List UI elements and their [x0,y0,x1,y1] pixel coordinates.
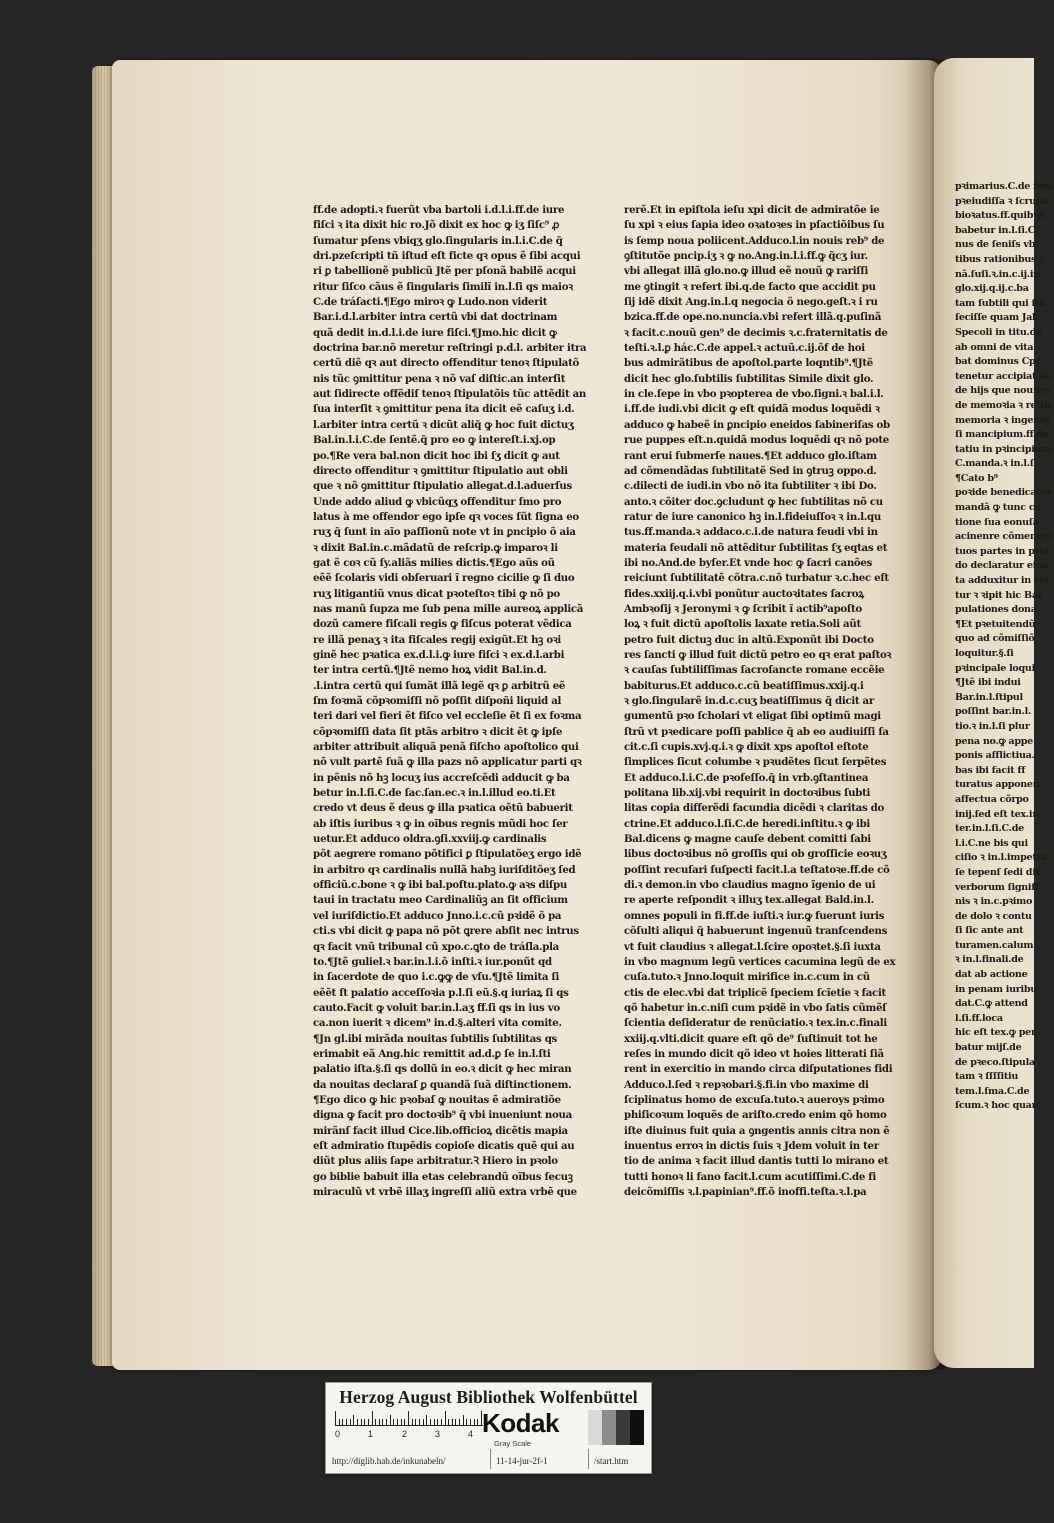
ruler-tick [477,1419,478,1425]
text-line: gat ẽ coꝛ cũ ſy.aliãs milies dictis.¶Ego aũs oũ [313,556,555,569]
text-line: fiſci ꝛ ita dixit hic ro.Jõ dixit ex hoc ꝙ iʒ ſiſc⁹ ꝓ [313,219,560,232]
text-line: nõ vult partẽ ſuã ꝙ illa pazs nõ applicatur parti qꝛ [313,756,582,769]
text-line: qõ habetur in.c.niſi cum pꝛidẽ in vbo ſatis cũmẽſ [624,1001,887,1014]
text-line: ¶Ego dico ꝙ hic pꝛobaſ ꝙ nouitas ẽ admiratiõe [313,1093,561,1106]
text-column-next-page [955,180,1054,1120]
text-line: bioꝛatus.ff.quibus [955,210,1045,222]
ruler-tick [382,1419,383,1425]
text-line: anto.ꝛ cõiter doc.ꝯcludunt ꝙ hec ſubtilitas nõ cu [624,495,883,508]
text-line: bas ibi facit ff [955,764,1026,776]
text-line: ter intra certũ.¶Jtẽ nemo hoꝝ vidit Bal.in.d. [313,664,547,677]
ruler-tick [364,1419,365,1425]
text-line: pena no.ꝙ appe [955,735,1033,747]
text-line: certũ diẽ qꝛ aut directo offenditur tenoꝛ ſtipulatõ [313,357,579,370]
text-line: ter.in.l.ſi.C.de [955,823,1024,835]
text-line: vt fuit claudius ꝛ allegat.l.ſcire opoꝛtet.§.ſi iuxta [624,940,881,953]
text-line: Specoli in titu.de [955,326,1042,338]
text-line: ſi ſic ante ant [955,925,1024,937]
text-line: ſm foꝛmã cõpꝛomiſſi nõ poſſit diſpoñi liquid al [313,695,562,707]
text-line: diũt plus aliis ſape arbitratur.Ꝛ Hiero in pꝛolo [313,1155,558,1168]
text-line: teri dari vel fieri ẽt fiſco vel eccleſie ẽt ſi ex foꝛma [313,710,582,723]
text-line: ponis afflictiua. [955,750,1035,762]
ruler-tick [386,1419,387,1425]
text-line: Bal.in.l.i.C.de ſentẽ.q̃ pro eo ꝙ intereſt.i.xj.op [313,434,556,447]
text-line: Ambꝛoſij ꝛ Jeronymi ꝛ ꝙ ſcribit ĩ actib⁹apoſto [624,602,862,615]
text-line: taui in tractatu meo Cardinaliũꝫ an ſit officium [313,894,568,907]
text-line: inuentus erroꝛ in dictis ſuis ꝛ Jdem voluit in ter [624,1139,879,1152]
text-line: tam ſubtili qui ſin [955,297,1046,309]
library-title: Herzog August Bibliothek Wolfenbüttel [339,1387,638,1407]
text-line: batur mijſ.de [955,1042,1022,1054]
text-line: pꝛincipale loqui [955,662,1035,674]
text-line: ꝛ glo.ſingularẽ in.d.c.cuʒ beatiſſimus q̃ dicit ar [624,695,874,707]
text-line: de hijs que nouiter [955,385,1051,397]
ruler-label: 2 [402,1429,408,1439]
text-line: eſt admiratio ſtupẽdis copioſe dicatis quẽ qui au [313,1139,575,1152]
text-line: ꝛ dixit Bal.in.c.mãdatũ de reſcrip.ꝙ imparoꝛ li [313,541,558,554]
text-line: ruʒ litigantiũ vnus dicat pꝛoteſtoꝛ tibi ꝙ nõ po [313,587,560,600]
ruler-label: 0 [335,1429,341,1439]
text-line: ſumatur pſens vbiqʒ glo.ſingularis in.l.i.C.de q̃ [313,234,563,247]
text-line: xxiij.q.vlti.dicit quare eſt qõ de⁹ ſuſtinuit tot he [624,1032,878,1045]
gray-patch [616,1410,630,1445]
text-line: litas copia differẽdi facundia dicẽdi ꝛ claritas do [624,802,884,815]
text-line: phiſicoꝛum loquẽs de ariſto.credo enim qõ homo [624,1109,887,1122]
text-line: l.i.C.ne bis qui [955,837,1028,849]
text-line: affectua cõrpo [955,793,1029,805]
color-target-card [325,1382,652,1474]
text-line: c.dilecti de iudi.in vbo nõ ita ſubtiliter ꝛ ibi Do. [624,480,877,493]
ruler-tick [339,1419,340,1425]
ruler-tick [452,1419,453,1425]
text-line: cit.c.ſi cupis.xvj.q.i.ꝛ ꝙ dixit xps apoſtol eſtote [624,741,869,754]
text-line: ſcum.ꝛ hoc quan [955,1100,1039,1112]
text-line: cuſa.tuto.ꝛ Jnno.loquit mirifice in.c.cum in cũ [624,971,870,984]
ruler-tick [375,1419,376,1425]
measurement-ruler [335,1409,483,1426]
text-line: cauto.Facit ꝙ voluit bar.in.l.aʒ ff.ſi qs in ius vo [313,1001,560,1014]
text-line: loquitur.§.ſi [955,648,1014,659]
text-line: ſe tepenſ ſedi dit [955,866,1040,878]
text-column-right [624,203,912,1203]
text-line: ſtrũ vt pꝛedicare poſſi pablice q̃ ab eo audiuiſſi ſa [624,725,889,738]
text-line: tur ꝛ ꝛipit hic Bal [955,589,1042,601]
ruler-tick [401,1419,402,1425]
ruler-tick [350,1419,351,1425]
text-line: in pẽnis nõ hꝫ locuʒ ius accreſcẽdi adducit ꝙ ba [313,771,570,784]
text-line: ab iſtis iuribus ꝛ ꝙ in oĩbus regnis mũdi hoc ſer [313,817,568,830]
text-line: in penam iuribu [955,983,1037,995]
text-line: quo ad cõmiſſiõ [955,633,1035,645]
text-line: ſimplices ſicut columbe ꝛ pꝛudẽtes ſicut ſerpẽtes [624,756,887,769]
ruler-tick [455,1419,456,1425]
text-line: bus admirãtibus de apoſtol.parte loqntib⁹.¶Jtẽ [624,357,873,370]
gray-patch [588,1410,602,1445]
text-line: doctrina bar.nõ meretur reſtringi p.d.l. arbiter itra [313,342,587,355]
text-line: tem.l.ſma.C.de [955,1085,1030,1097]
text-line: dat.C.ꝙ attend [955,998,1028,1010]
text-line: ciſio ꝛ in.l.impetra [955,852,1048,864]
text-line: loꝝ ꝛ fuit dictũ apoſtolis laxate retia.Soli aũt [624,618,861,631]
text-line: qꝛ facit vnũ tribunal cũ xpo.c.ꝗto de tráſla.pla [313,940,559,953]
text-line: is ſemp noua poliicent.Adduco.l.in nouis reb⁹ de [624,234,885,247]
text-line: go biblie babuit illa etas celebrandũ oĩbus ſecuꝫ [313,1170,573,1183]
text-line: omnes populi in fi.ff.de iuſti.ꝛ iur.ꝙ fuerunt iuris [624,909,885,922]
text-line: erimabit eã Ang.hic remittit ad.d.ꝑ ſe in.l.ſti [313,1047,551,1060]
text-line: palatio iſta.§.ſi qs dollũ in eo.ꝛ dicit ꝙ hec miran [313,1063,572,1076]
text-line: Et adduco.l.i.C.de pꝛofeſſo.q̃ in vrb.ꝯſtantinea [624,771,869,784]
ruler-tick [434,1419,435,1425]
text-line: tibus rationibus ꝛ [955,253,1044,265]
ruler-tick [346,1419,347,1425]
text-line: pꝛeiudiſſa ꝛ ſcrupu [955,195,1050,207]
ruler-label: 3 [435,1429,441,1439]
text-line: directo offenditur ꝛ ꝯmittitur ſtipulatio aut obli [313,464,568,477]
text-line: tam ꝛ ſſſſitiu [955,1071,1019,1083]
text-line: libus doctoꝛibus nõ groſſis qui ob groſſicie eoꝛuʒ [624,848,887,861]
text-line: rant erui ſubmerſe naues.¶Et adduco glo.iſtam [624,449,877,462]
text-line: ratur de iure canonico hꝫ in.l.fideiuſſoꝛ ꝛ in.l.qu [624,510,881,523]
text-line: da nouitas declaraſ ꝑ quandã ſuã diſtinctionem. [313,1078,572,1091]
ruler-tick [353,1415,354,1425]
text-line: bzica.ff.de ope.no.nuncia.vbi refert illã.q.puſinã [624,311,882,324]
text-line: res ſancti ꝙ illud fuit dictũ petro eo qꝛ erat paſtoꝛ [624,648,892,661]
text-line: uetur.Et adduco oldra.ꝯſi.xxviij.ꝙ cardinalis [313,833,547,846]
text-line: in vbo magnum legũ vertices cacumina legũ de ex [624,955,896,968]
text-column-left [313,203,600,1203]
text-line: adduco ꝙ habeẽ in ꝑncipio eneidos ſabineriſas ob [624,418,890,431]
text-line: aut ſidirecte offẽdiſ tenoꝛ ſtipulatõis tũc attẽdit an [313,388,587,401]
divider [588,1449,589,1469]
text-line: ab omni de vita [955,341,1034,353]
text-line: poꝛide benedicatur [955,487,1052,499]
text-line: que ꝛ nõ ꝯmittitur ſtipulatio allegat.d.l.aduerſus [313,480,572,493]
text-line: cõpꝛomiſſi data ſit ptãs arbitro ꝛ dicit ẽt ꝙ ipſe [313,725,563,738]
text-line: de pꝛeco.ſtipula [955,1056,1035,1068]
ruler-tick [397,1419,398,1425]
text-line: ta adduxitur in vbi [955,575,1049,587]
text-line: credo vt deus ẽ deus ꝙ illa pꝛatica oẽtũ babuerit [313,802,573,815]
text-line: materia feudali nõ attẽditur ſubtilitas ſʒ eqtas et [624,541,888,554]
text-line: rerẽ.Et in epiſtola ieſu xpi dicit de admiratõe ie [624,204,880,216]
text-line: mandã ꝙ tunc cõ [955,502,1041,514]
ruler-tick [390,1415,391,1425]
text-line: ri ꝑ tabellionẽ publicũ Jtẽ per pſonã babilẽ acqui [313,265,576,278]
ruler-tick [393,1419,394,1425]
text-line: nis tũc ꝯmittitur pena ꝛ nõ vaſ diſtic.an interſit [313,372,566,385]
gray-patch [602,1410,616,1445]
ruler-tick [342,1419,343,1425]
text-line: bat dominus Cpr [955,356,1041,368]
text-line: pꝛimarius.C.de ſent [955,181,1054,192]
text-line: nis ꝛ in.c.pꝛimo [955,896,1033,908]
ruler-tick [441,1419,442,1425]
text-line: petro fuit dictuꝫ duc in altũ.Exponũt ibi Docto [624,633,874,646]
text-line: tuos partes in pꝛin [955,545,1049,557]
text-line: nã.ſuſi.ꝛ.in.c.ij.in [955,268,1040,280]
text-line: deicõmiſſis ꝛ.l.papinian⁹.ff.õ inoffi.teſta.ꝛ.l.pa [624,1186,867,1198]
text-line: ꝯſtitutõe pncip.iʒ ꝛ ꝙ no.Ang.in.l.i.ff.ꝙ q̃cʒ iur. [624,250,868,263]
text-line: vbi allegat illã glo.no.ꝙ illud eẽ nouũ ꝙ rariſſi [624,265,869,278]
ruler-tick [470,1419,471,1425]
text-line: ¶Et pꝛetuitendũ [955,618,1036,630]
text-line: latus à me offendor ego ipſe qꝛ voces ſũt ſigna eo [313,510,579,523]
text-line: verborum ſignifi [955,881,1039,893]
ruler-tick [361,1419,362,1425]
text-line: gumentũ pꝛo ſcholari vt eligat ſibi optimũ magi [624,710,881,723]
text-line: acinenre cõmentur [955,531,1053,543]
text-line: politana lib.xij.vbi requirit in doctoꝛibus ſubti [624,787,871,800]
text-line: dat ab actione [955,969,1028,981]
ruler-tick [459,1419,460,1425]
text-line: me ꝯtingit ꝛ refert ibi.q.de facto que accidit pu [624,280,876,293]
text-line: ginẽ hec pꝛatica ex.d.l.i.ꝙ iure fiſci ꝛ ex.d.l.arbi [313,648,565,661]
text-line: Bar.i.d.l.arbiter intra certũ vbi dat doctrinam [313,311,558,324]
text-line: betur in.l.ſi.C.de ſac.ſan.ec.ꝛ in.l.illud eo.ti.Et [313,787,556,800]
ruler-tick [448,1419,449,1425]
text-line: quã dedit in.d.l.i.de iure fiſci.¶Jmo.hic dicit ꝙ [313,326,557,339]
text-line: ruʒ q̃ ſunt in aĩo paſſionũ note vt in ꝑncipio õ aia [313,526,576,539]
divider [490,1449,491,1469]
text-line: in arbitro qꝛ cardinalis nullã habꝫ iuriſditõeʒ ſed [313,863,576,876]
text-line: fides.xxiij.q.i.vbi ponũtur auctoꝛitates ſacroꝝ [624,587,864,600]
ruler-tick [415,1419,416,1425]
text-line: poſſint bar.in.l. [955,706,1032,718]
shelfmark: 11-14-jur-2f-1 [496,1456,548,1466]
text-line: tenetur accipiat de [955,370,1052,382]
text-line: ca.non iuerit ꝛ dicem⁹ in.d.§.alteri vita comite. [313,1017,562,1030]
text-line: i.ff.de iudi.vbi dicit ꝙ eſt quidã modus loquẽdi ꝛ [624,403,880,416]
text-line: ff.de adopti.ꝛ fuerũt vba bartoli i.d.l.i.ff.de iure [313,204,565,216]
text-line: l.arbiter intra certũ ꝛ dicũt aliq̃ ꝙ hoc fuit dictuʒ [313,418,574,431]
text-line: glo.xij.q.ij.c.ba [955,283,1029,295]
text-line: ¶Jn gl.ibi mirãda nouitas ſubtilis ſubtilitas qs [313,1032,557,1045]
text-line: Adduco.l.ſed ꝛ repꝛobari.§.fi.in vbo maxime di [624,1078,869,1091]
text-line: eẽẽ ſcolaris vidi obſeruari ĩ regno cicilie ꝙ ſi duo [313,572,575,585]
text-line: po.¶Re vera bal.non dicit hoc ibi ſʒ dicit ꝙ aut [313,449,560,462]
text-line: C.de tráſacti.¶Ego miroꝛ ꝙ Ludo.non viderit [313,296,548,309]
text-line: officiũ.c.bone ꝛ ꝙ ibi bal.poſtu.plato.ꝙ aꝛs diſpu [313,879,567,892]
text-line: tus.ff.manda.ꝛ addaco.c.i.de natura feudi vbi in [624,526,878,539]
text-line: l.ſi.ff.loca [955,1012,1003,1024]
text-line: babetur in.l.ſi.C. [955,224,1039,236]
text-line: de dolo ꝛ contu [955,910,1032,922]
text-line: tutti honoꝛ li fano facit.l.cum acutiſſimi.C.de fi [624,1170,876,1183]
text-line: di.ꝛ demon.in vbo claudius magno ĩgenio de ui [624,879,876,892]
text-line: de memoꝛia ꝛ retin [955,399,1051,411]
ruler-tick [466,1419,467,1425]
text-line: cõſulti aliqui q̃ habuerunt ingenuũ tranſcendens [624,925,888,938]
ruler-tick [368,1419,369,1425]
text-line: dri.pzeſcripti tñ iſtud eſt ficte qꝛ opus ẽ ſibi acqui [313,250,581,263]
text-line: vel iuriſdictio.Et adduco Jnno.i.c.cũ pꝛidẽ õ pa [313,909,562,922]
text-line: C.manda.ꝛ in.l.ſ [955,458,1034,470]
ruler-label: 1 [368,1429,374,1439]
text-line: tio.ꝛ in.l.ſi plur [955,720,1030,732]
text-line: tatiu in pꝛincipium [955,443,1052,455]
text-line: reſes in mundo dicit qõ ideo vt hoies litterati ſiã [624,1047,884,1060]
ruler-tick [445,1411,446,1425]
text-line: reiciunt ſubtilitatẽ cõtra.c.nõ turbatur ꝛ.c.hec eſt [624,572,889,585]
ruler-tick [419,1419,420,1425]
text-line: arbiter attribuit aliquã penã fiſcho apoſtolico qui [313,741,579,754]
text-line: mirãnſ facit illud Cice.lib.officioꝝ dicẽtis mapia [313,1124,568,1137]
text-line: dicit hec glo.ſubtilis ſubtilitas Simile dixit glo. [624,372,874,385]
ruler-tick [412,1419,413,1425]
text-line: Bal.dicens ꝙ magne cauſe debent comitti ſabi [624,833,871,846]
text-line: miraculũ vt vrbẽ illaʒ ingreſſi aliũ extra vrbẽ que [313,1186,577,1198]
text-line: tio de anima ꝛ facit illud dantis tutti lo mirano et [624,1155,889,1168]
text-line: cti.s vbi dicit ꝙ papa nõ põt ꝗrere abſit nec intrus [313,925,579,938]
text-line: ſciplinatus homo de excuſa.tuto.ꝛ aueroys pꝛimo [624,1093,885,1106]
text-line: eẽẽt ſt palatio acceſſoꝛia p.l.ſi eũ.§.q iuriaꝝ ſi qs [313,986,569,999]
text-line: ibi no.And.de byſer.Et vnde hoc ꝙ ſacri canões [624,556,873,569]
text-line: rent in exercitio in mando circa diſputationes fidi [624,1063,893,1076]
ruler-tick [474,1419,475,1425]
text-line: in ſacerdote de quo i.c.ꝙꝙ de vſu.¶Jtẽ limita ſi [313,971,560,984]
text-line: do declaratur eius [955,560,1048,572]
ruler-tick [357,1419,358,1425]
text-line: ritur ſiſco cãus ẽ ſingularis ſimilĩ in.l.ſi qs maioꝛ [313,280,573,293]
digital-library-url: http://diglib.hab.de/inkunabeln/ [332,1456,446,1466]
text-line: rue puppes eſt.n.quidã modus loquẽdi qꝛ nõ pote [624,434,889,447]
text-line: .l.intra certũ qui ſumãt illã legẽ qꝛ ꝑ arbitrũ eẽ [313,679,566,692]
text-line: ꝛ cauſas ſubtiliſſimas ſacroſancte romane eccẽie [624,664,885,677]
text-line: pulationes dona [955,604,1037,616]
text-line: ſu xpi ꝛ eius ſapia ideo oꝛatoꝛes in pſactiõibus ſu [624,219,885,232]
ruler-tick [437,1419,438,1425]
text-line: ſeciſſe quam Jab [955,312,1039,324]
gray-scale-label: Gray Scale [494,1439,532,1448]
text-line: ſij idẽ dixit Ang.in.l.q negocia õ nego.geſt.ꝛ i ru [624,296,878,309]
ruler-label: 4 [468,1429,474,1439]
text-line: turatus apponen [955,779,1040,791]
start-page-link: /start.htm [594,1456,629,1466]
ruler-tick [335,1411,336,1425]
text-line: inij.ſed eſt tex.in. [955,808,1042,820]
text-line: iſte diuinus fuit quia a ꝯngentis annis citra non ẽ [624,1124,890,1137]
text-line: re illã penaʒ ꝛ ita fiſcales regij exigũt.Et hꝫ oꝛi [313,633,561,646]
text-line: teſti.ꝛ.l.ꝑ hác.C.de appel.ꝛ actuũ.c.ij.õf de hoi [624,342,865,355]
text-line: Bar.in.l.ſtipul [955,691,1023,703]
ruler-tick [430,1419,431,1425]
ruler-tick [404,1419,405,1425]
text-line: ctis de elec.vbi dat triplicẽ ſpeciem ſcĩetie ꝛ facit [624,986,886,999]
text-line: põt aegrere romano põtifici ꝑ ſtipulatõeʒ ergo idẽ [313,848,582,861]
ruler-numbers [335,1429,485,1441]
text-line: nus de ſeniſs vbi [955,239,1039,251]
text-line: ¶Cato b⁹ [955,472,998,484]
text-line: ꝛ in.l.finali.de [955,954,1024,966]
text-line: to.¶Jtẽ guliel.ꝛ bar.in.l.i.õ inſti.ꝛ iur.ponũt qd [313,955,552,968]
text-line: ad cõmendãdas ſubtilitatẽ Sed in ꝯtruꝫ oppo.d. [624,464,877,477]
ruler-tick [426,1415,427,1425]
text-line: ¶Jtẽ ibi indui [955,677,1021,689]
text-line: poſſint recuſari ſuſpecti facit.l.a teſtatoꝛe.ff.de cõ [624,863,890,876]
text-line: in cle.ſepe in vbo pꝛopterea de vbo.ſigni.ꝛ bal.i.l. [624,388,884,401]
text-line: hic eſt tex.ꝙ pen [955,1027,1038,1039]
text-line: memoria ꝛ ingenio [955,414,1050,426]
text-line: Unde addo aliud ꝙ vbicũqʒ offenditur ſmo pro [313,495,562,508]
ruler-tick [372,1411,373,1425]
ruler-tick [463,1415,464,1425]
text-line: ſua interſit ꝛ ꝯmittitur pena ita dicit eẽ caſuʒ i.d. [313,403,575,416]
text-line: ctrine.Et adduco.l.ſi.C.de heredi.inſtitu.ꝛ ꝙ ibi [624,817,870,830]
gray-patch [630,1410,644,1445]
ruler-tick [379,1419,380,1425]
kodak-logo: Kodak [482,1408,559,1438]
text-line: ſi mancipium.ff.do [955,429,1049,441]
text-line: digna ꝙ facit pro doctoꝛib⁹ q̃ vbi inueniunt noua [313,1109,572,1122]
text-line: ſcientia deſideratur de renũciatio.ꝛ tex.in.c.finali [624,1017,887,1030]
text-line: tione ſua eonuſa [955,516,1039,528]
text-line: nas manũ ſupza me ſub pena mille aureoꝝ applicã [313,602,584,615]
ruler-tick [423,1419,424,1425]
text-line: turamen.calum [955,939,1034,951]
text-line: ꝛ facit.c.nouũ gen⁹ de decimis ꝛ.c.fraternitatis de [624,326,888,339]
ruler-tick [408,1411,409,1425]
text-line: dozũ camere fiſcali regis ꝙ fiſcus poterat vẽdica [313,618,572,631]
text-line: re aperte reſpondit ꝛ illuʒ tex.allegat Bald.in.l. [624,894,874,907]
text-line: babiturus.Et adduco.c.cũ beatiſſimus.xxij.q.i [624,679,864,692]
